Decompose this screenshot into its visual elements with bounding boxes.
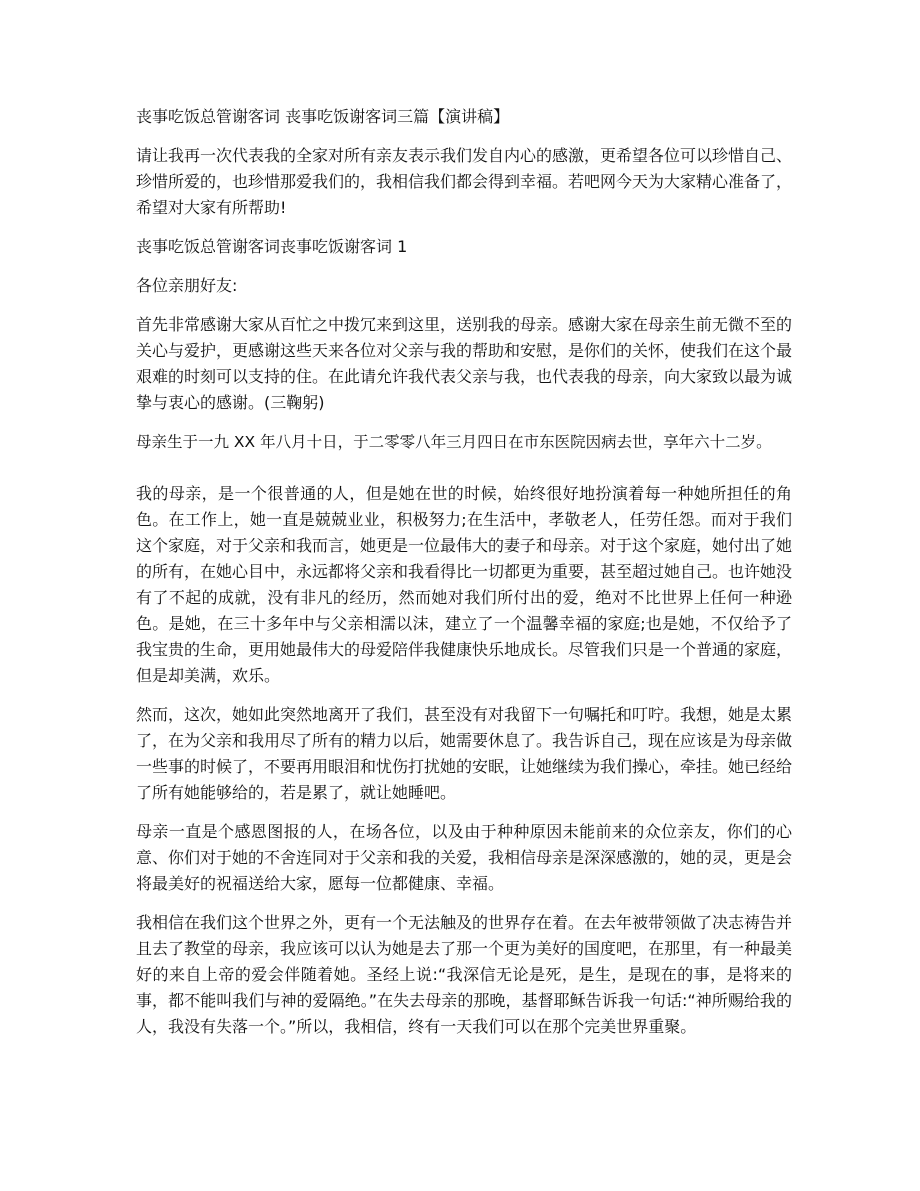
body-paragraph-1: 首先非常感谢大家从百忙之中拨冗来到这里，送别我的母亲。感谢大家在母亲生前无微不至的关心与爱护，更感谢这些天来各位对父亲与我的帮助和安慰，是你们的关怀，使我们在这个最艰难的时刻可以支持的住。在此请允许我代表父亲与我，也代表我的母亲，向大家致以最为诚挚与衷心的感谢。(三鞠躬) — [136, 315, 793, 412]
section-title: 丧事吃饭总管谢客词丧事吃饭谢客词 1 — [136, 237, 408, 256]
body-paragraph-5: 母亲一直是个感恩图报的人，在场各位，以及由于种种原因未能前来的众位亲友，你们的心意、你们对于她的不舍连同对于父亲和我的关爱，我相信母亲是深深感激的，她的灵，更是会将最美好的祝福送给大家，愿每一位都健康、幸福。 — [136, 822, 793, 893]
body-paragraph-2: 母亲生于一九 XX 年八月十日，于二零零八年三月四日在市东医院因病去世，享年六十二岁。 — [136, 433, 772, 451]
body-paragraph-4: 然而，这次，她如此突然地离开了我们，甚至没有对我留下一句嘱托和叮咛。我想，她是太累了，在为父亲和我用尽了所有的精力以后，她需要休息了。我告诉自己，现在应该是为母亲做一些事的时候了，不要再用眼泪和忧伤打扰她的安眠，让她继续为我们操心，牵挂。她已经给了所有她能够给的，若是累了，就让她睡吧。 — [136, 705, 793, 802]
body-paragraph-6: 我相信在我们这个世界之外，更有一个无法触及的世界存在着。在去年被带领做了决志祷告并且去了教堂的母亲，我应该可以认为她是去了那一个更为美好的国度吧，在那里，有一种最美好的来自上帝的爱会伴随着她。圣经上说:“我深信无论是死，是生，是现在的事，是将来的事，都不能叫我们与神的爱隔绝。”在失去母亲的那晚，基督耶稣告诉我一句话:“神所赐给我的人，我没有失落一个。”所以，我相信，终有一天我们可以在那个完美世界重聚。 — [136, 913, 793, 1036]
intro-paragraph: 请让我再一次代表我的全家对所有亲友表示我们发自内心的感激，更希望各位可以珍惜自己、珍惜所爱的，也珍惜那爱我们的，我相信我们都会得到幸福。若吧网今天为大家精心准备了，希望对大家有所帮助! — [136, 146, 793, 217]
body-paragraph-3: 我的母亲，是一个很普通的人，但是她在世的时候，始终很好地扮演着每一种她所担任的角色。在工作上，她一直是兢兢业业，积极努力;在生活中，孝敬老人，任劳任怨。而对于我们这个家庭，对于父亲和我而言，她更是一位最伟大的妻子和母亲。对于这个家庭，她付出了她的所有，在她心目中，永远都将父亲和我看得比一切都更为重要，甚至超过她自己。也许她没有了不起的成就，没有非凡的经历，然而她对我们所付出的爱，绝对不比世界上任何一种逊色。是她，在三十多年中与父亲相濡以沫，建立了一个温馨幸福的家庭;也是她，不仅给予了我宝贵的生命，更用她最伟大的母爱陪伴我健康快乐地成长。尽管我们只是一个普通的家庭，但是却美满，欢乐。 — [136, 484, 793, 685]
document-page — [136, 104, 792, 1053]
salutation: 各位亲朋好友: — [136, 276, 238, 295]
document-title: 丧事吃饭总管谢客词 丧事吃饭谢客词三篇【演讲稿】 — [136, 107, 510, 126]
